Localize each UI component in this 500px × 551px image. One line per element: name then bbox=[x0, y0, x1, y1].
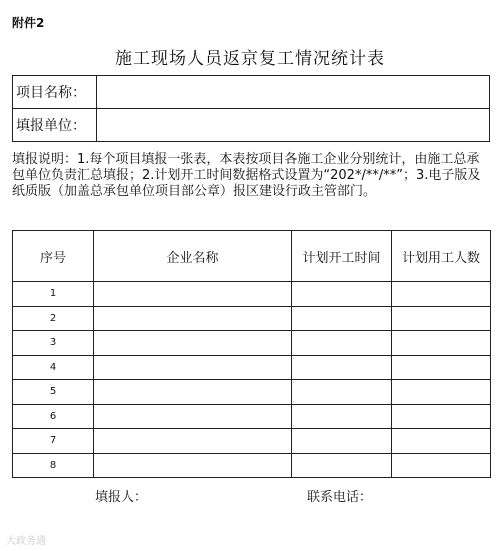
row-serial-cell: 1 bbox=[13, 282, 94, 307]
unit-label: 填报单位： bbox=[13, 109, 97, 142]
table-row bbox=[13, 331, 491, 356]
start-time-cell[interactable] bbox=[292, 355, 392, 380]
workers-count-cell[interactable] bbox=[392, 355, 491, 380]
row-serial-cell: 8 bbox=[13, 453, 94, 478]
table-row bbox=[13, 453, 491, 478]
table-row bbox=[13, 306, 491, 331]
project-name-field[interactable] bbox=[97, 76, 490, 109]
company-name-cell[interactable] bbox=[94, 306, 292, 331]
workers-count-cell[interactable] bbox=[392, 331, 491, 356]
company-name-cell[interactable] bbox=[94, 380, 292, 405]
start-time-cell[interactable] bbox=[292, 429, 392, 454]
row-serial-cell: 3 bbox=[13, 331, 94, 356]
row-serial-cell: 4 bbox=[13, 355, 94, 380]
column-header-serial: 序号 bbox=[13, 231, 94, 282]
company-name-cell[interactable] bbox=[94, 404, 292, 429]
instructions-text: 填报说明：1.每个项目填报一张表，本表按项目各施工企业分别统计，由施工总承包单位负责汇总填报；2.计划开工时间数据格式设置为“202*/**/**”；3.电子版及纸质版（加盖总承包单位项目部公章）报区建设行政主管部门。 bbox=[12, 152, 481, 199]
row-serial-cell: 2 bbox=[13, 306, 94, 331]
start-time-cell[interactable] bbox=[292, 306, 392, 331]
row-serial-cell: 7 bbox=[13, 429, 94, 454]
company-name-cell[interactable] bbox=[94, 453, 292, 478]
unit-row bbox=[13, 109, 490, 142]
start-time-cell[interactable] bbox=[292, 331, 392, 356]
column-header-start-time: 计划开工时间 bbox=[292, 231, 392, 282]
workers-count-cell[interactable] bbox=[392, 404, 491, 429]
table-row bbox=[13, 380, 491, 405]
table-header-row bbox=[13, 231, 491, 282]
phone-label: 联系电话： bbox=[307, 490, 373, 505]
filler-label: 填报人： bbox=[95, 490, 148, 505]
project-name-row bbox=[13, 76, 490, 109]
start-time-cell[interactable] bbox=[292, 453, 392, 478]
table-row bbox=[13, 282, 491, 307]
workers-count-cell[interactable] bbox=[392, 429, 491, 454]
workers-count-cell[interactable] bbox=[392, 282, 491, 307]
page-title: 施工现场人员返京复工情况统计表 bbox=[115, 49, 385, 69]
unit-field[interactable] bbox=[97, 109, 490, 142]
table-row bbox=[13, 404, 491, 429]
company-name-cell[interactable] bbox=[94, 429, 292, 454]
company-name-cell[interactable] bbox=[94, 331, 292, 356]
project-name-label: 项目名称： bbox=[13, 76, 97, 109]
workers-count-cell[interactable] bbox=[392, 306, 491, 331]
company-name-cell[interactable] bbox=[94, 282, 292, 307]
row-serial-cell: 6 bbox=[13, 404, 94, 429]
workers-count-cell[interactable] bbox=[392, 453, 491, 478]
company-name-cell[interactable] bbox=[94, 355, 292, 380]
column-header-company: 企业名称 bbox=[94, 231, 292, 282]
watermark-logo: 大政务通 bbox=[6, 536, 46, 547]
project-info-table bbox=[12, 75, 490, 142]
workers-count-cell[interactable] bbox=[392, 380, 491, 405]
start-time-cell[interactable] bbox=[292, 282, 392, 307]
start-time-cell[interactable] bbox=[292, 404, 392, 429]
statistics-table bbox=[12, 230, 491, 478]
start-time-cell[interactable] bbox=[292, 380, 392, 405]
attachment-label: 附件2 bbox=[12, 16, 45, 30]
table-body bbox=[13, 282, 491, 478]
table-row bbox=[13, 355, 491, 380]
column-header-workers: 计划用工人数 bbox=[392, 231, 491, 282]
row-serial-cell: 5 bbox=[13, 380, 94, 405]
table-row bbox=[13, 429, 491, 454]
